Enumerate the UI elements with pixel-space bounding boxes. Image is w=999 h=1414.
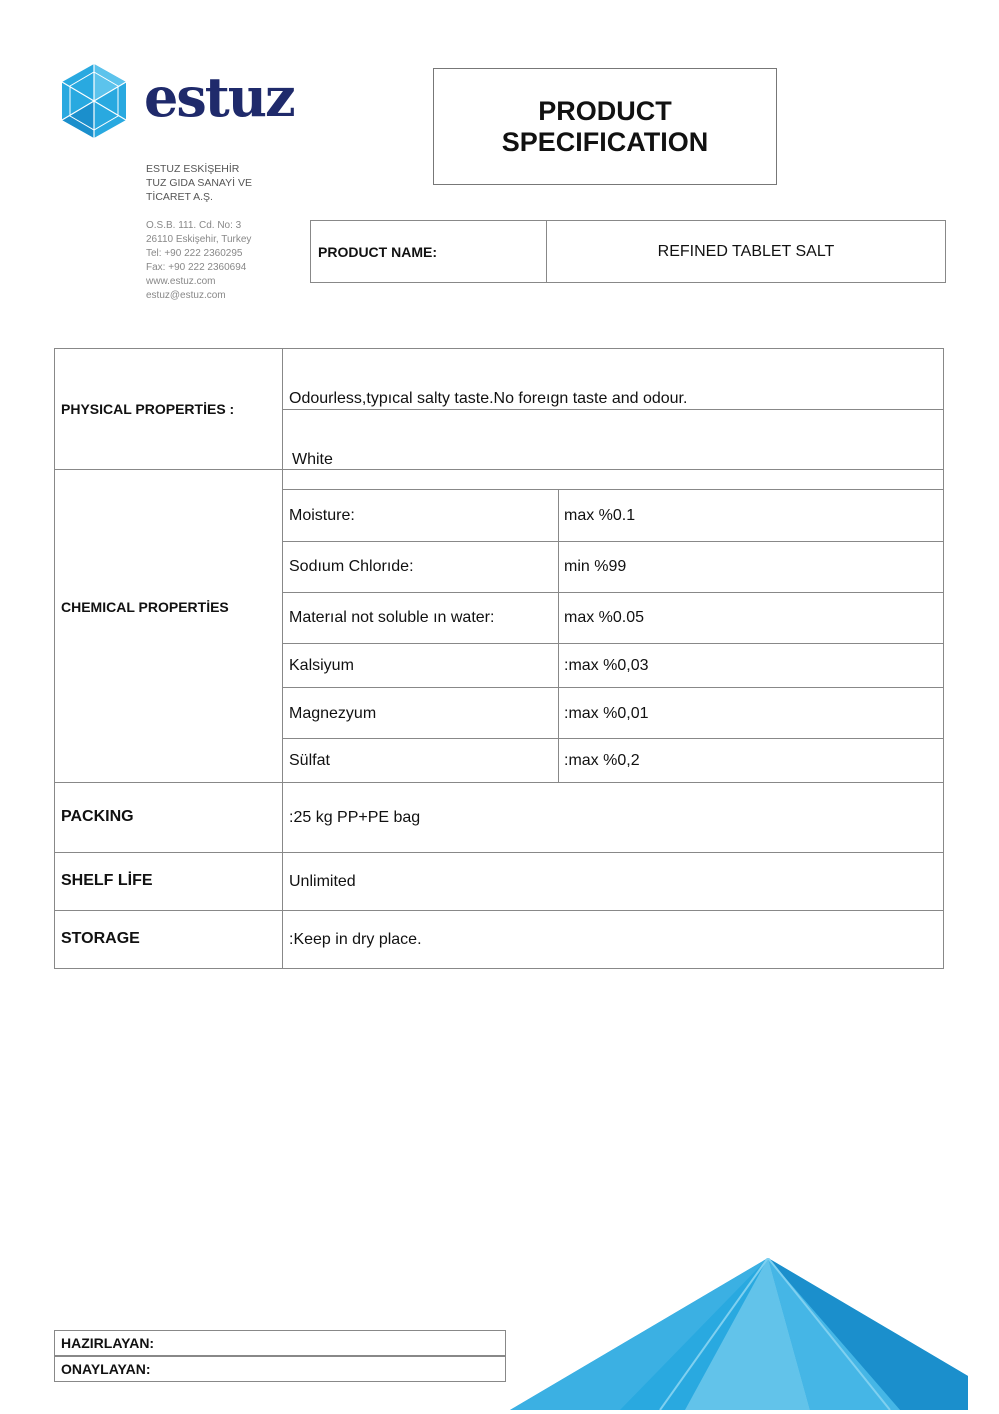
packing-label: PACKING — [61, 808, 134, 825]
brand-wordmark: estuz — [144, 65, 294, 129]
product-name-value: REFINED TABLET SALT — [657, 242, 835, 260]
chemical-item-name: Sodıum Chlorıde: — [289, 558, 414, 575]
company-name — [146, 162, 252, 204]
row-divider — [282, 541, 944, 542]
row-divider — [54, 782, 944, 783]
row-divider — [54, 469, 944, 470]
contact-line: O.S.B. 111. Cd. No: 3 — [146, 220, 242, 231]
estuz-logo-icon — [60, 64, 128, 138]
company-line: TİCARET A.Ş. — [146, 191, 213, 203]
chemical-item-name: Materıal not soluble ın water: — [289, 609, 495, 626]
row-divider — [282, 687, 944, 688]
company-contact — [146, 219, 251, 303]
contact-line: estuz@estuz.com — [146, 290, 226, 301]
shelf-life-label: SHELF LİFE — [61, 872, 153, 889]
chemical-item-value: :max %0,2 — [564, 752, 640, 769]
approved-by-field: ONAYLAYAN: — [54, 1356, 506, 1382]
shelf-life-value: Unlimited — [289, 873, 356, 890]
document-title — [433, 68, 777, 185]
physical-properties-label: PHYSICAL PROPERTİES : — [61, 401, 235, 417]
table-border — [943, 348, 944, 969]
product-name-label: PRODUCT NAME: — [311, 221, 547, 282]
decorative-pyramid-icon — [510, 1258, 968, 1410]
contact-line: Tel: +90 222 2360295 — [146, 248, 243, 259]
physical-color-value: White — [292, 451, 333, 468]
table-column-divider — [558, 489, 559, 782]
table-column-divider — [282, 348, 283, 969]
title-line: PRODUCT — [538, 95, 672, 126]
contact-line: Fax: +90 222 2360694 — [146, 262, 247, 273]
company-line: TUZ GIDA SANAYİ VE — [146, 177, 252, 189]
storage-label: STORAGE — [61, 930, 140, 947]
chemical-item-name: Moisture: — [289, 507, 355, 524]
table-border — [54, 968, 944, 969]
row-divider — [282, 409, 944, 410]
physical-taste-value: Odourless,typıcal salty taste.No foreıgn taste and odour. — [289, 390, 688, 407]
chemical-item-name: Kalsiyum — [289, 657, 354, 674]
row-divider — [54, 852, 944, 853]
chemical-item-value: :max %0,03 — [564, 657, 649, 674]
table-border — [54, 348, 55, 969]
chemical-item-name: Sülfat — [289, 752, 330, 769]
table-border — [54, 348, 944, 349]
chemical-item-value: min %99 — [564, 558, 627, 575]
company-line: ESTUZ ESKİŞEHİR — [146, 163, 240, 175]
storage-value: :Keep in dry place. — [289, 931, 422, 948]
chemical-item-name: Magnezyum — [289, 705, 377, 722]
prepared-by-field: HAZIRLAYAN: — [54, 1330, 506, 1356]
title-line: SPECIFICATION — [501, 126, 709, 157]
row-divider — [282, 643, 944, 644]
product-name-box — [310, 220, 946, 283]
row-divider — [282, 592, 944, 593]
row-divider — [54, 910, 944, 911]
row-divider — [282, 489, 944, 490]
chemical-item-value: :max %0,01 — [564, 705, 649, 722]
chemical-item-value: max %0.05 — [564, 609, 645, 626]
contact-line: www.estuz.com — [146, 276, 216, 287]
chemical-properties-label: CHEMICAL PROPERTİES — [61, 599, 229, 615]
packing-value: :25 kg PP+PE bag — [289, 809, 421, 826]
row-divider — [282, 738, 944, 739]
chemical-item-value: max %0.1 — [564, 507, 636, 524]
contact-line: 26110 Eskişehir, Turkey — [146, 234, 252, 245]
